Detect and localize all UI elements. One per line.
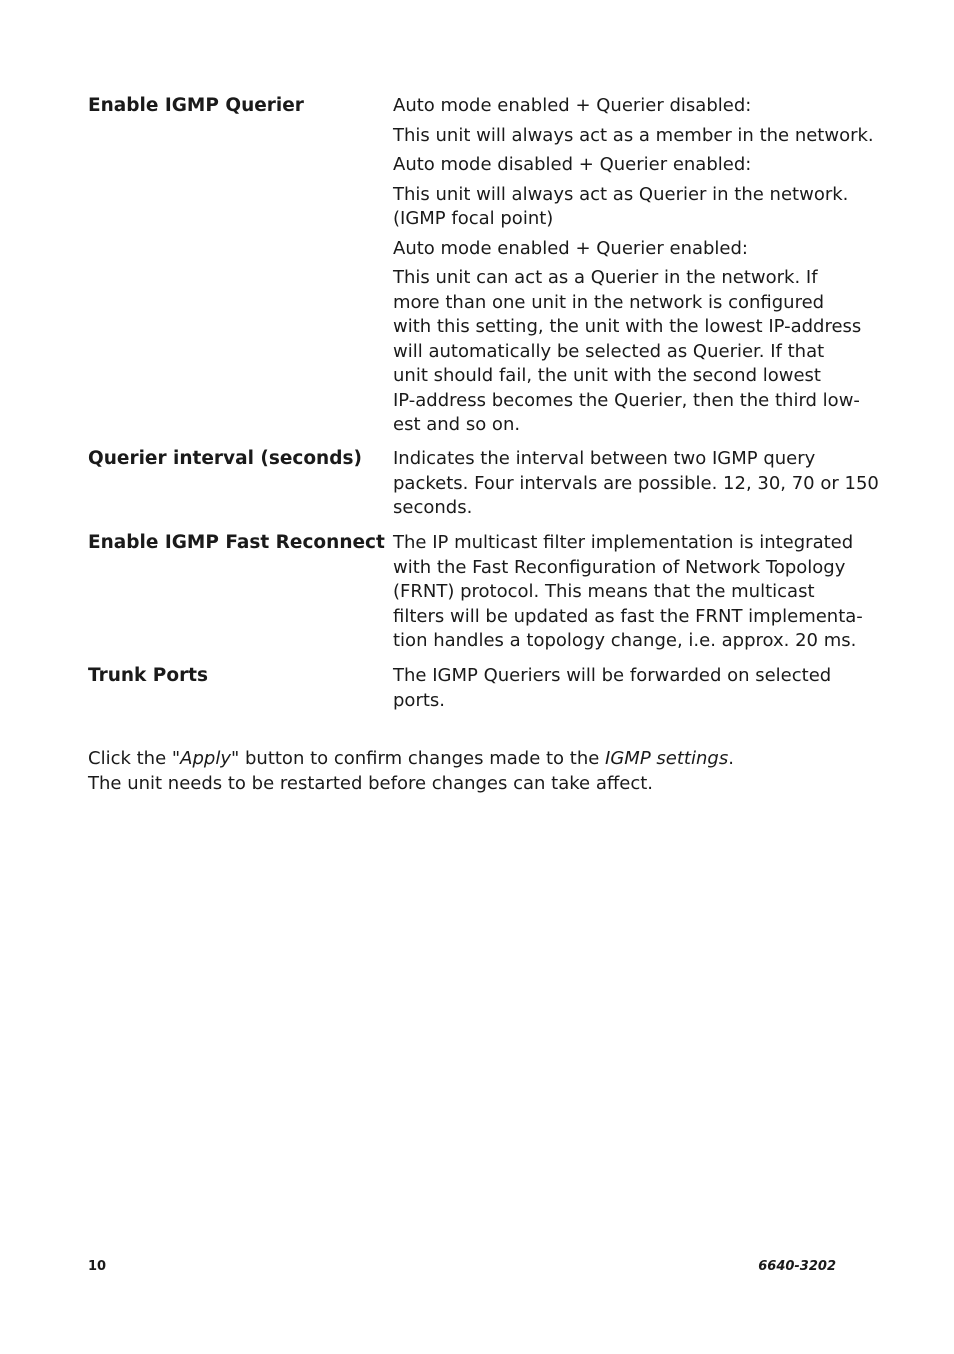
text-line: with the Fast Reconfiguration of Network Topology xyxy=(393,556,846,578)
text-line: ports. xyxy=(393,689,445,711)
text-line: est and so on. xyxy=(393,414,521,435)
term-trunk-ports: Trunk Ports xyxy=(88,665,209,686)
text-line: This unit will always act as a member in the network. xyxy=(393,124,874,146)
paragraph xyxy=(393,237,843,262)
description-enable-igmp-querier xyxy=(393,94,874,443)
text-line: The IP multicast filter implementation is integrated xyxy=(393,532,854,553)
note-middle: " button to confirm changes made to the xyxy=(230,748,606,769)
apply-button-reference: Apply xyxy=(180,748,231,769)
text-line: will automatically be selected as Querier. If that xyxy=(393,340,825,362)
paragraph xyxy=(393,183,849,232)
paragraph xyxy=(393,531,863,654)
paragraph xyxy=(393,153,843,178)
restart-notice: The unit needs to be restarted before changes can take affect. xyxy=(88,773,654,794)
text-line: Auto mode enabled + Querier disabled: xyxy=(393,95,752,116)
apply-instructions xyxy=(88,746,868,796)
description-trunk-ports xyxy=(393,664,843,718)
paragraph xyxy=(393,124,874,149)
text-line: packets. Four intervals are possible. 12, 30, 70 or 150 xyxy=(393,472,879,494)
text-line: (FRNT) protocol. This means that the multicast xyxy=(393,581,815,602)
text-line: Auto mode enabled + Querier enabled: xyxy=(393,237,748,259)
text-line: (IGMP focal point) xyxy=(393,208,554,229)
description-enable-igmp-fast-reconnect xyxy=(393,531,863,659)
description-querier-interval xyxy=(393,447,879,526)
paragraph xyxy=(393,664,843,713)
term-enable-igmp-querier: Enable IGMP Querier xyxy=(88,95,304,116)
page-number: 10 xyxy=(88,1259,107,1274)
text-line: This unit will always act as Querier in the network. xyxy=(393,183,849,205)
igmp-settings-reference: IGMP settings xyxy=(605,748,729,769)
document-number: 6640-3202 xyxy=(758,1259,836,1274)
term-querier-interval: Querier interval (seconds) xyxy=(88,448,362,469)
text-line: Indicates the interval between two IGMP query xyxy=(393,448,816,469)
text-line: Auto mode disabled + Querier enabled: xyxy=(393,154,752,175)
text-line: seconds. xyxy=(393,497,473,518)
text-line: The IGMP Queriers will be forwarded on selected xyxy=(393,665,832,686)
term-enable-igmp-fast-reconnect: Enable IGMP Fast Reconnect xyxy=(88,532,385,553)
text-line: with this setting, the unit with the lowest IP-address xyxy=(393,316,862,337)
text-line: This unit can act as a Querier in the network. If xyxy=(393,267,818,288)
note-prefix: Click the " xyxy=(88,748,181,769)
paragraph xyxy=(393,447,879,521)
text-line: filters will be updated as fast the FRNT implementa- xyxy=(393,605,863,627)
text-line: unit should fail, the unit with the second lowest xyxy=(393,365,821,386)
text-line: IP-address becomes the Querier, then the third low- xyxy=(393,389,860,411)
text-line: more than one unit in the network is configured xyxy=(393,291,825,313)
paragraph xyxy=(393,266,862,438)
note-suffix: . xyxy=(728,748,734,769)
paragraph xyxy=(393,94,843,119)
apply-instruction-line xyxy=(88,746,868,771)
text-line: tion handles a topology change, i.e. approx. 20 ms. xyxy=(393,630,857,651)
